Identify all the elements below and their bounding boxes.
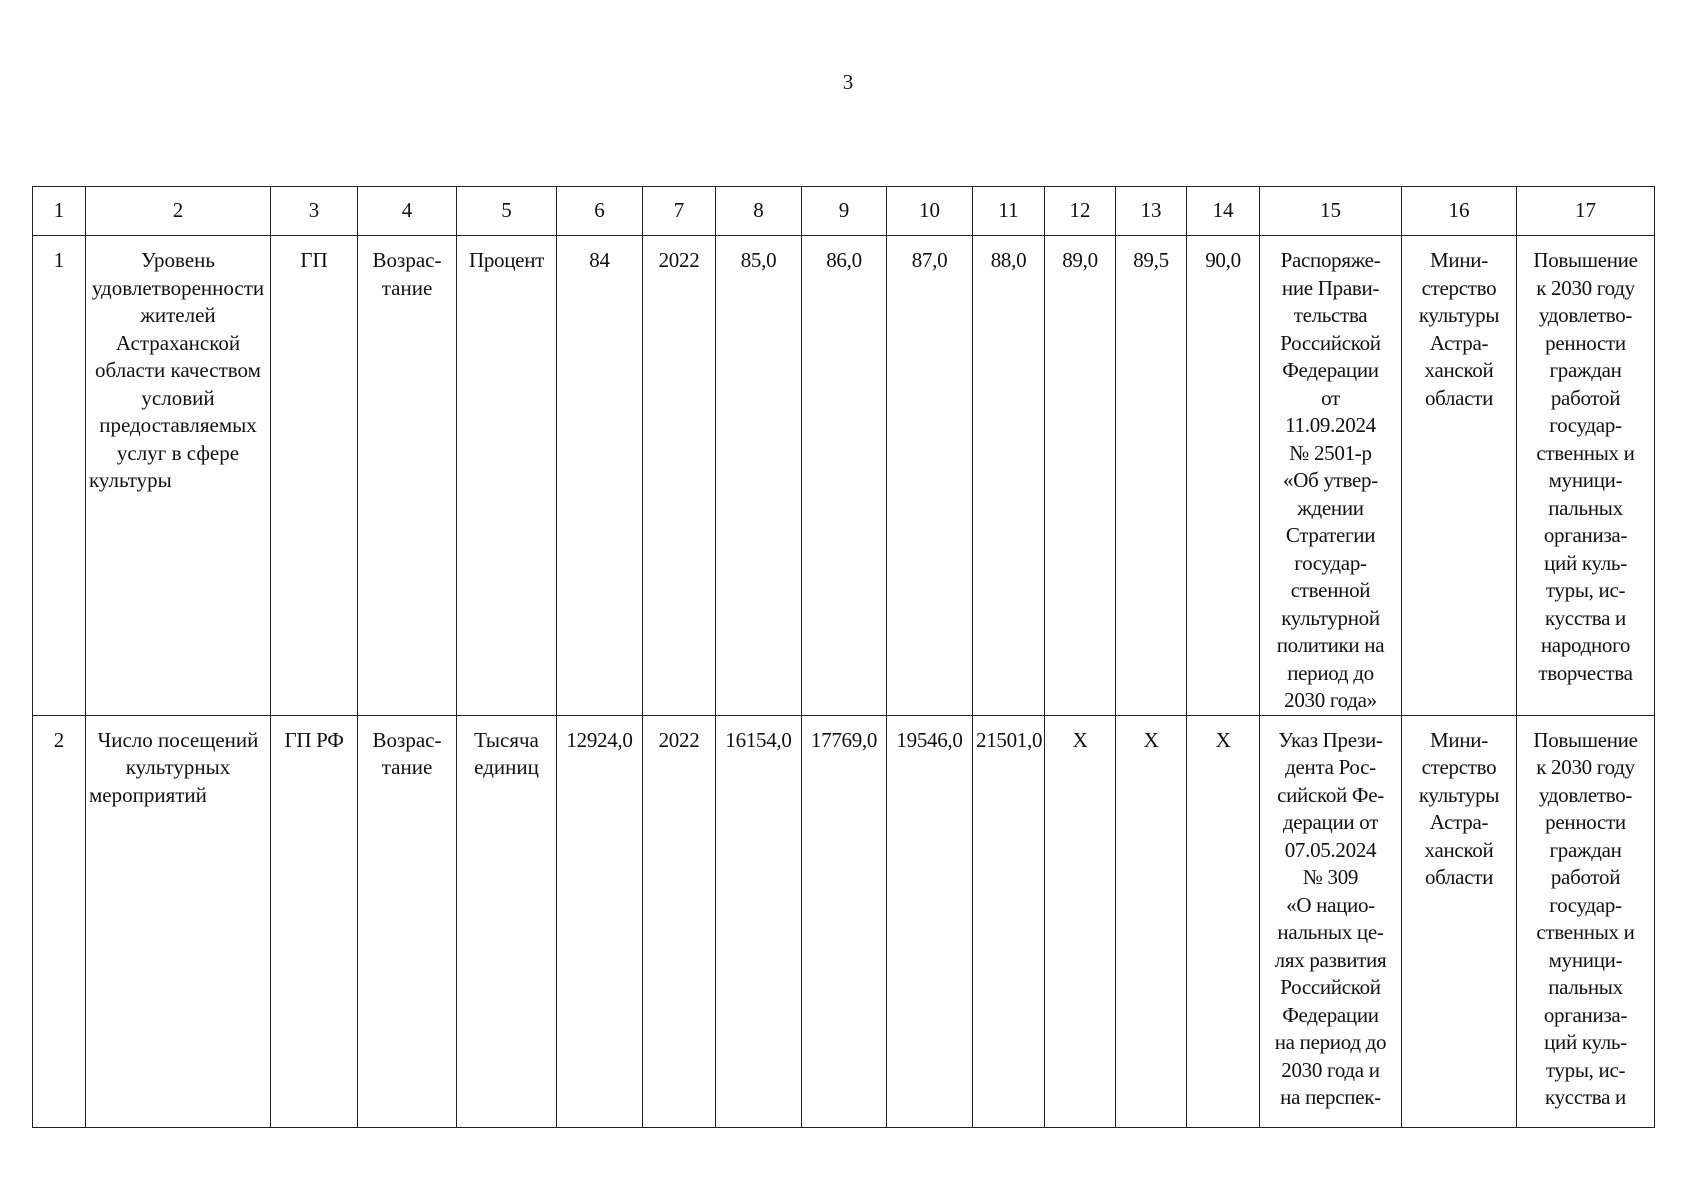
base-value-cell: 84 <box>557 236 643 716</box>
column-header: 5 <box>457 187 557 236</box>
indicator-name-cell: Число посещений культурных мероприятий <box>86 715 271 1127</box>
column-header: 3 <box>271 187 358 236</box>
column-header: 7 <box>643 187 716 236</box>
column-header: 8 <box>716 187 802 236</box>
value-cell: 89,0 <box>1045 236 1116 716</box>
value-cell: 86,0 <box>802 236 887 716</box>
row-number-cell: 1 <box>33 236 86 716</box>
column-header: 12 <box>1045 187 1116 236</box>
value-cell: 16154,0 <box>716 715 802 1127</box>
value-cell: X <box>1116 715 1187 1127</box>
column-header: 13 <box>1116 187 1187 236</box>
indicator-level-cell: ГП <box>271 236 358 716</box>
document-cell: Указ Прези- дента Рос- сийской Фе- дерации от 07.05.2024 № 309 «О нацио- нальных це- лях развития Российской Федерации на период до 2030 года и на перспек- <box>1260 715 1402 1127</box>
goal-link-cell: Повышение к 2030 году удовлетво- ренности граждан работой государ- ственных и муници- пальных организа- ций куль- туры, ис- кусства и <box>1517 715 1655 1127</box>
column-header: 11 <box>973 187 1045 236</box>
value-cell: 85,0 <box>716 236 802 716</box>
column-number-row <box>33 187 1655 236</box>
base-year-cell: 2022 <box>643 236 716 716</box>
value-cell: X <box>1187 715 1260 1127</box>
value-cell: 88,0 <box>973 236 1045 716</box>
value-cell: 19546,0 <box>887 715 973 1127</box>
table-row <box>33 236 1655 716</box>
table-row <box>33 715 1655 1127</box>
trend-cell: Возрас- тание <box>358 715 457 1127</box>
value-cell: 89,5 <box>1116 236 1187 716</box>
value-cell: 87,0 <box>887 236 973 716</box>
column-header: 16 <box>1402 187 1517 236</box>
unit-cell: Процент <box>457 236 557 716</box>
base-value-cell: 12924,0 <box>557 715 643 1127</box>
column-header: 14 <box>1187 187 1260 236</box>
value-cell: 17769,0 <box>802 715 887 1127</box>
row-number-cell: 2 <box>33 715 86 1127</box>
column-header: 17 <box>1517 187 1655 236</box>
indicator-level-cell: ГП РФ <box>271 715 358 1127</box>
column-header: 1 <box>33 187 86 236</box>
value-cell: 21501,0 <box>973 715 1045 1127</box>
responsible-cell: Мини- стерство культуры Астра- ханской области <box>1402 236 1517 716</box>
trend-cell: Возрас- тание <box>358 236 457 716</box>
column-header: 4 <box>358 187 457 236</box>
unit-cell: Тысяча единиц <box>457 715 557 1127</box>
column-header: 10 <box>887 187 973 236</box>
document-cell: Распоряже- ние Прави- тельства Российской Федерации от 11.09.2024 № 2501-р «Об утвер- ждении Стратегии государ- ственной культурной политики на период до 2030 года» <box>1260 236 1402 716</box>
indicators-table <box>32 186 1655 1128</box>
page-number: 3 <box>842 70 854 94</box>
column-header: 9 <box>802 187 887 236</box>
value-cell: X <box>1045 715 1116 1127</box>
value-cell: 90,0 <box>1187 236 1260 716</box>
column-header: 15 <box>1260 187 1402 236</box>
base-year-cell: 2022 <box>643 715 716 1127</box>
column-header: 6 <box>557 187 643 236</box>
goal-link-cell: Повышение к 2030 году удовлетво- ренности граждан работой государ- ственных и муници- пальных организа- ций куль- туры, ис- кусства и народного творчества <box>1517 236 1655 716</box>
responsible-cell: Мини- стерство культуры Астра- ханской области <box>1402 715 1517 1127</box>
column-header: 2 <box>86 187 271 236</box>
indicator-name-cell: Уровень удовлетворенности жителей Астраханской области качеством условий предоставляемых услуг в сфере культуры <box>86 236 271 716</box>
